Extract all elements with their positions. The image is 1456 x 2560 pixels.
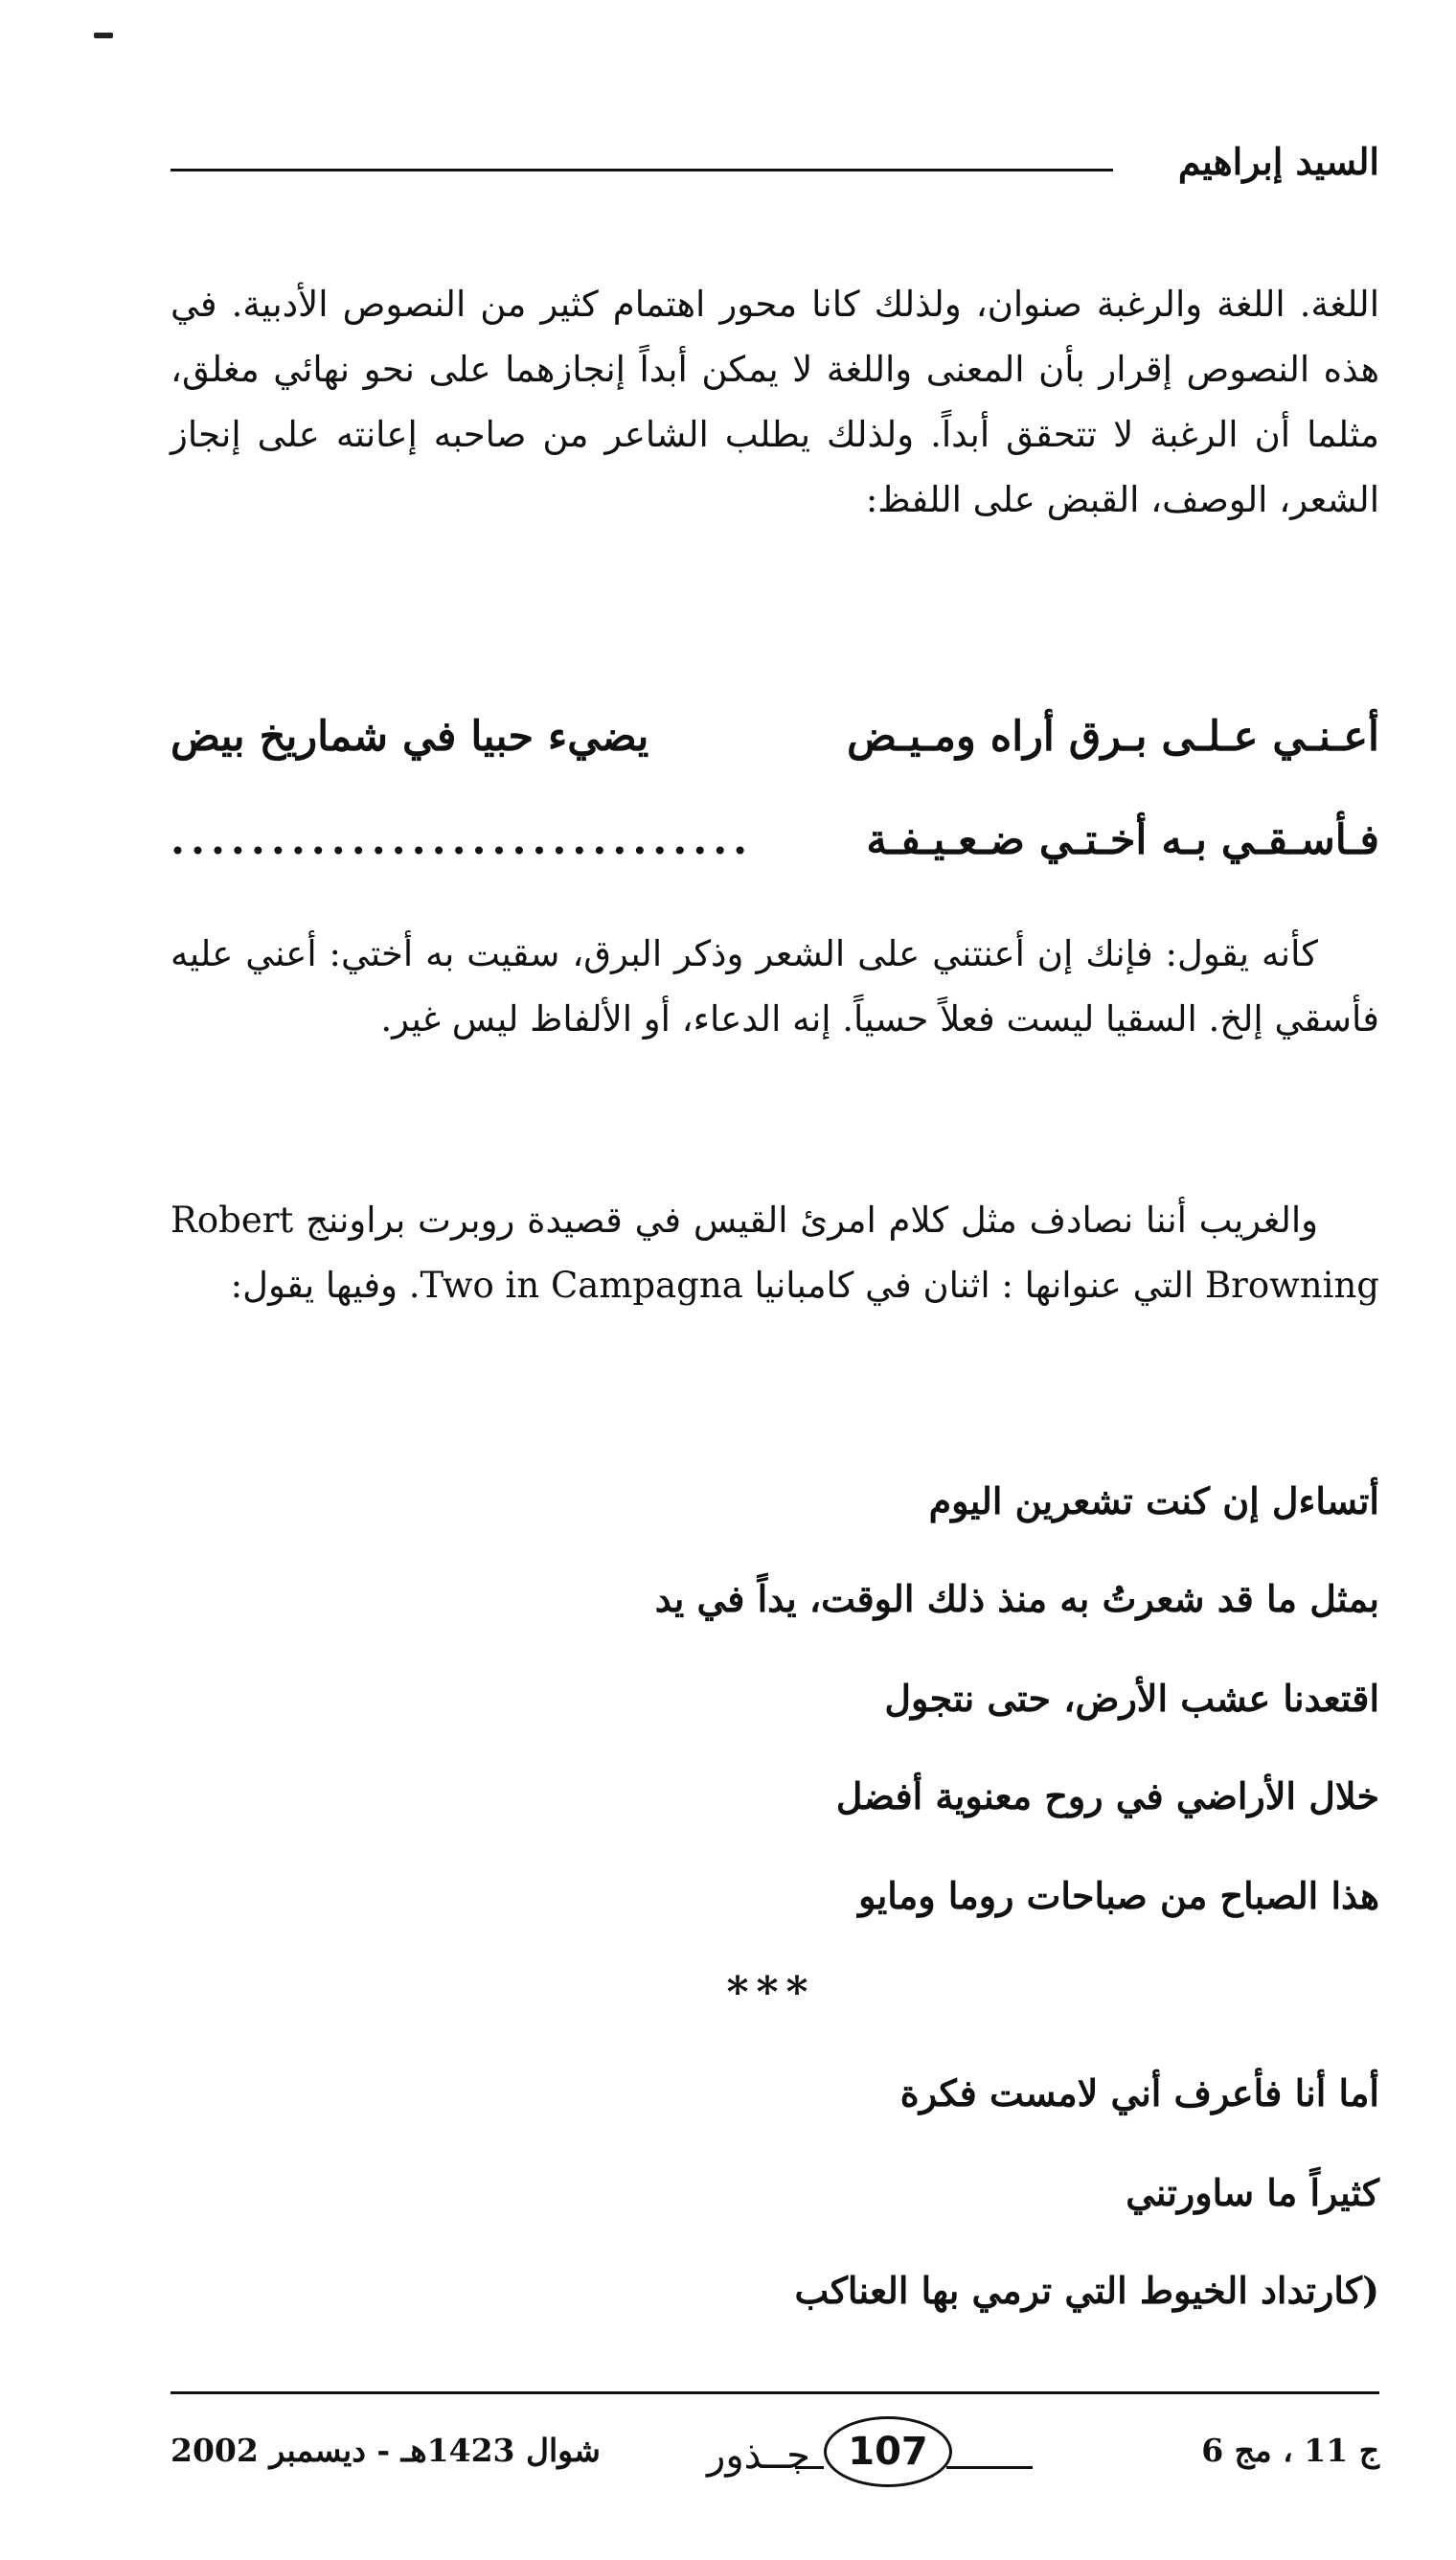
issue-volume: ج 11 ، مج 6 [1201, 2432, 1379, 2469]
header-rule [171, 169, 1113, 171]
body-paragraph-2 [171, 922, 1379, 1052]
paragraph-text: كأنه يقول: فإنك إن أعنتني على الشعر وذكر البرق، سقيت به أختي: أعني عليه فأسقي إلخ. السقيا ليست فعلاً حسياً. إنه الدعاء، أو الألفاظ ليس غير. [171, 933, 1379, 1040]
english-name: Robert Browning [171, 1200, 1379, 1306]
paragraph-text [171, 1188, 1379, 1318]
journal-mark [688, 2416, 1090, 2491]
journal-line-left [795, 2466, 824, 2469]
body-paragraph-1 [171, 272, 1379, 533]
scan-artifact [94, 33, 113, 38]
verse-line-2 [171, 805, 1379, 876]
running-title: السيد إبراهيم [1177, 140, 1379, 183]
english-title: Two in Campagna [420, 1265, 743, 1306]
poem-line: اقتعدنا عشب الأرض، حتى نتجول [884, 1677, 1379, 1720]
page-number: 107 [824, 2416, 952, 2487]
verse-hemistich-second: يضيء حبيا في شماريخ بيض [171, 713, 649, 761]
verse-ellipsis: ............................. [171, 816, 754, 864]
poem-line: أتساءل إن كنت تشعرين اليوم [928, 1479, 1379, 1522]
poem-line: هذا الصباح من صباحات روما ومايو [858, 1874, 1379, 1917]
body-paragraph-3 [171, 1188, 1379, 1318]
paragraph-segment: التي عنوانها : اثنان في كامبانيا [754, 1265, 1194, 1306]
issue-date: شوال 1423هـ - ديسمبر 2002 [171, 2432, 601, 2469]
footer-rule [171, 2391, 1379, 2394]
poem-line: أما أنا فأعرف أني لامست فكرة [899, 2071, 1379, 2114]
poem-line: خلال الأراضي في روح معنوية أفضل [835, 1774, 1379, 1817]
verse-hemistich-first: أعـنـي عـلـى بـرق أراه ومـيـض [847, 713, 1379, 761]
journal-line-right [946, 2466, 1033, 2469]
page-footer [171, 2411, 1379, 2497]
verse-line-1 [171, 701, 1379, 772]
paragraph-text: اللغة. اللغة والرغبة صنوان، ولذلك كانا محور اهتمام كثير من النصوص الأدبية. في هذه النصوص إقرار بأن المعنى واللغة لا يمكن أبداً إنجازهما على نحو نهائي مغلق، مثلما أن الرغبة لا تتحقق أبداً. ولذلك يطلب الشاعر من صاحبه إعانته على إنجاز الشعر، الوصف، القبض على اللفظ: [171, 284, 1379, 520]
verse-hemistich-first: فـأسـقـي بـه أخـتـي ضـعـيـفـة [866, 816, 1379, 864]
paragraph-segment: . وفيها يقول: [230, 1265, 421, 1306]
running-header [171, 136, 1379, 194]
poem-line: كثيراً ما ساورتني [1126, 2171, 1379, 2214]
paragraph-segment: والغريب أننا نصادف مثل كلام امرئ القيس في قصيدة روبرت براوننج [306, 1200, 1318, 1241]
journal-name: جــذور [707, 2434, 810, 2478]
stanza-separator: *** [726, 1968, 816, 2017]
poem-line: بمثل ما قد شعرتُ به منذ ذلك الوقت، يداً في يد [654, 1577, 1379, 1620]
poem-line: (كارتداد الخيوط التي ترمي بها العناكب [794, 2269, 1379, 2312]
